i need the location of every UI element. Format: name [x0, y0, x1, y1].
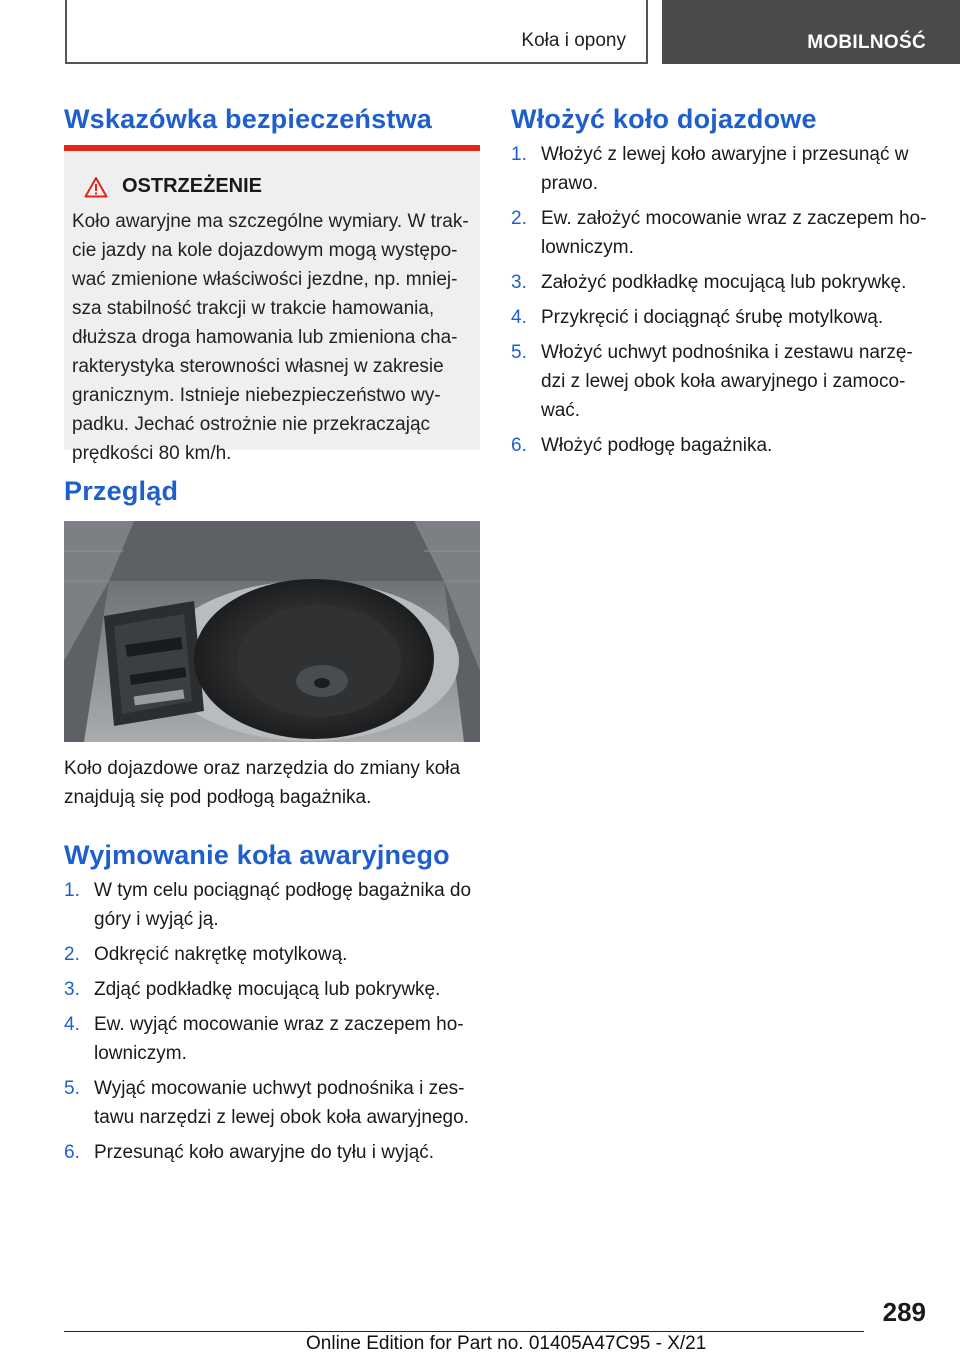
list-item [511, 338, 931, 425]
header-section-box [65, 0, 648, 64]
header-section-title: Koła i opony [521, 30, 626, 51]
warning-title-row [84, 175, 262, 198]
step-text: lowniczym. [94, 1043, 187, 1064]
photo-caption [64, 754, 480, 812]
list-item [64, 1010, 480, 1068]
list-item [64, 1074, 480, 1132]
step-text: lowniczym. [541, 237, 634, 258]
list-item [64, 1138, 480, 1167]
list-item [511, 268, 931, 297]
step-number: 6. [511, 435, 527, 456]
warning-line: wać zmienione właściwości jezdne, np. mniej- [72, 269, 458, 290]
step-number: 1. [64, 880, 80, 901]
step-text: Przesunąć koło awaryjne do tyłu i wyjąć. [94, 1142, 435, 1163]
list-item [511, 431, 931, 460]
removal-steps [64, 876, 480, 1173]
step-text: tawu narzędzi z lewej obok koła awaryjnego. [94, 1107, 469, 1128]
step-text: Wyjąć mocowanie uchwyt podnośnika i zes- [94, 1078, 465, 1099]
safety-heading: Wskazówka bezpieczeństwa [64, 104, 432, 134]
page-number: 289 [882, 1297, 926, 1327]
warning-line: cie jazdy na kole dojazdowym mogą występo- [72, 240, 458, 261]
overview-heading: Przegląd [64, 476, 179, 506]
list-item [511, 204, 931, 262]
removal-heading: Wyjmowanie koła awaryjnego [64, 840, 450, 870]
header-chapter-tab [662, 0, 960, 64]
step-number: 2. [511, 208, 527, 229]
step-number: 3. [511, 272, 527, 293]
step-number: 5. [511, 342, 527, 363]
step-number: 5. [64, 1078, 80, 1099]
warning-title: OSTRZEŻENIE [122, 175, 263, 197]
step-number: 6. [64, 1142, 80, 1163]
warning-line: sza stabilność trakcji w trakcie hamowania, [72, 298, 435, 319]
caption-line: Koło dojazdowe oraz narzędzia do zmiany koła [64, 758, 461, 779]
step-text: W tym celu pociągnąć podłogę bagażnika do [94, 880, 472, 901]
list-item [64, 876, 480, 934]
warning-triangle-icon [84, 176, 108, 198]
step-number: 4. [64, 1014, 80, 1035]
step-text: Ew. wyjąć mocowanie wraz z zaczepem ho- [94, 1014, 464, 1035]
insertion-heading: Włożyć koło dojazdowe [511, 104, 817, 134]
footer-divider [64, 1331, 864, 1332]
footer-edition: Online Edition for Part no. 01405A47C95 - X/21 [306, 1333, 707, 1354]
step-text: prawo. [541, 173, 599, 194]
step-number: 1. [511, 144, 527, 165]
warning-bar [64, 145, 480, 151]
warning-line: rakterystyka sterowności własnej w zakresie [72, 356, 444, 377]
warning-line: prędkości 80 km/h. [72, 443, 232, 464]
spare-wheel-photo [64, 521, 480, 742]
warning-line: dłuższa droga hamowania lub zmieniona cha- [72, 327, 458, 348]
list-item [64, 940, 480, 969]
warning-text [72, 207, 474, 468]
caption-line: znajdują się pod podłogą bagażnika. [64, 787, 372, 808]
step-text: Włożyć z lewej koło awaryjne i przesunąć w [541, 144, 909, 165]
warning-line: granicznym. Istnieje niebezpieczeństwo wy- [72, 385, 441, 406]
step-text: dzi z lewej obok koła awaryjnego i zamoco- [541, 371, 906, 392]
header-chapter-title: MOBILNOŚĆ [807, 32, 926, 53]
step-text: Przykręcić i dociągnąć śrubę motylkową. [541, 307, 884, 328]
list-item [511, 303, 931, 332]
step-number: 3. [64, 979, 80, 1000]
step-text: Zdjąć podkładkę mocującą lub pokrywkę. [94, 979, 441, 1000]
step-number: 2. [64, 944, 80, 965]
list-item [64, 975, 480, 1004]
step-text: Włożyć uchwyt podnośnika i zestawu narzę- [541, 342, 913, 363]
step-text: Założyć podkładkę mocującą lub pokrywkę. [541, 272, 907, 293]
step-text: wać. [541, 400, 581, 421]
insertion-steps [511, 140, 931, 466]
step-text: Włożyć podłogę bagażnika. [541, 435, 773, 456]
step-text: Odkręcić nakrętkę motylkową. [94, 944, 348, 965]
step-text: Ew. założyć mocowanie wraz z zaczepem ho- [541, 208, 927, 229]
list-item [511, 140, 931, 198]
step-number: 4. [511, 307, 527, 328]
step-text: góry i wyjąć ją. [94, 909, 219, 930]
warning-line: padku. Jechać ostrożnie nie przekraczając [72, 414, 431, 435]
warning-box [64, 145, 480, 464]
warning-line: Koło awaryjne ma szczególne wymiary. W trak- [72, 211, 469, 232]
